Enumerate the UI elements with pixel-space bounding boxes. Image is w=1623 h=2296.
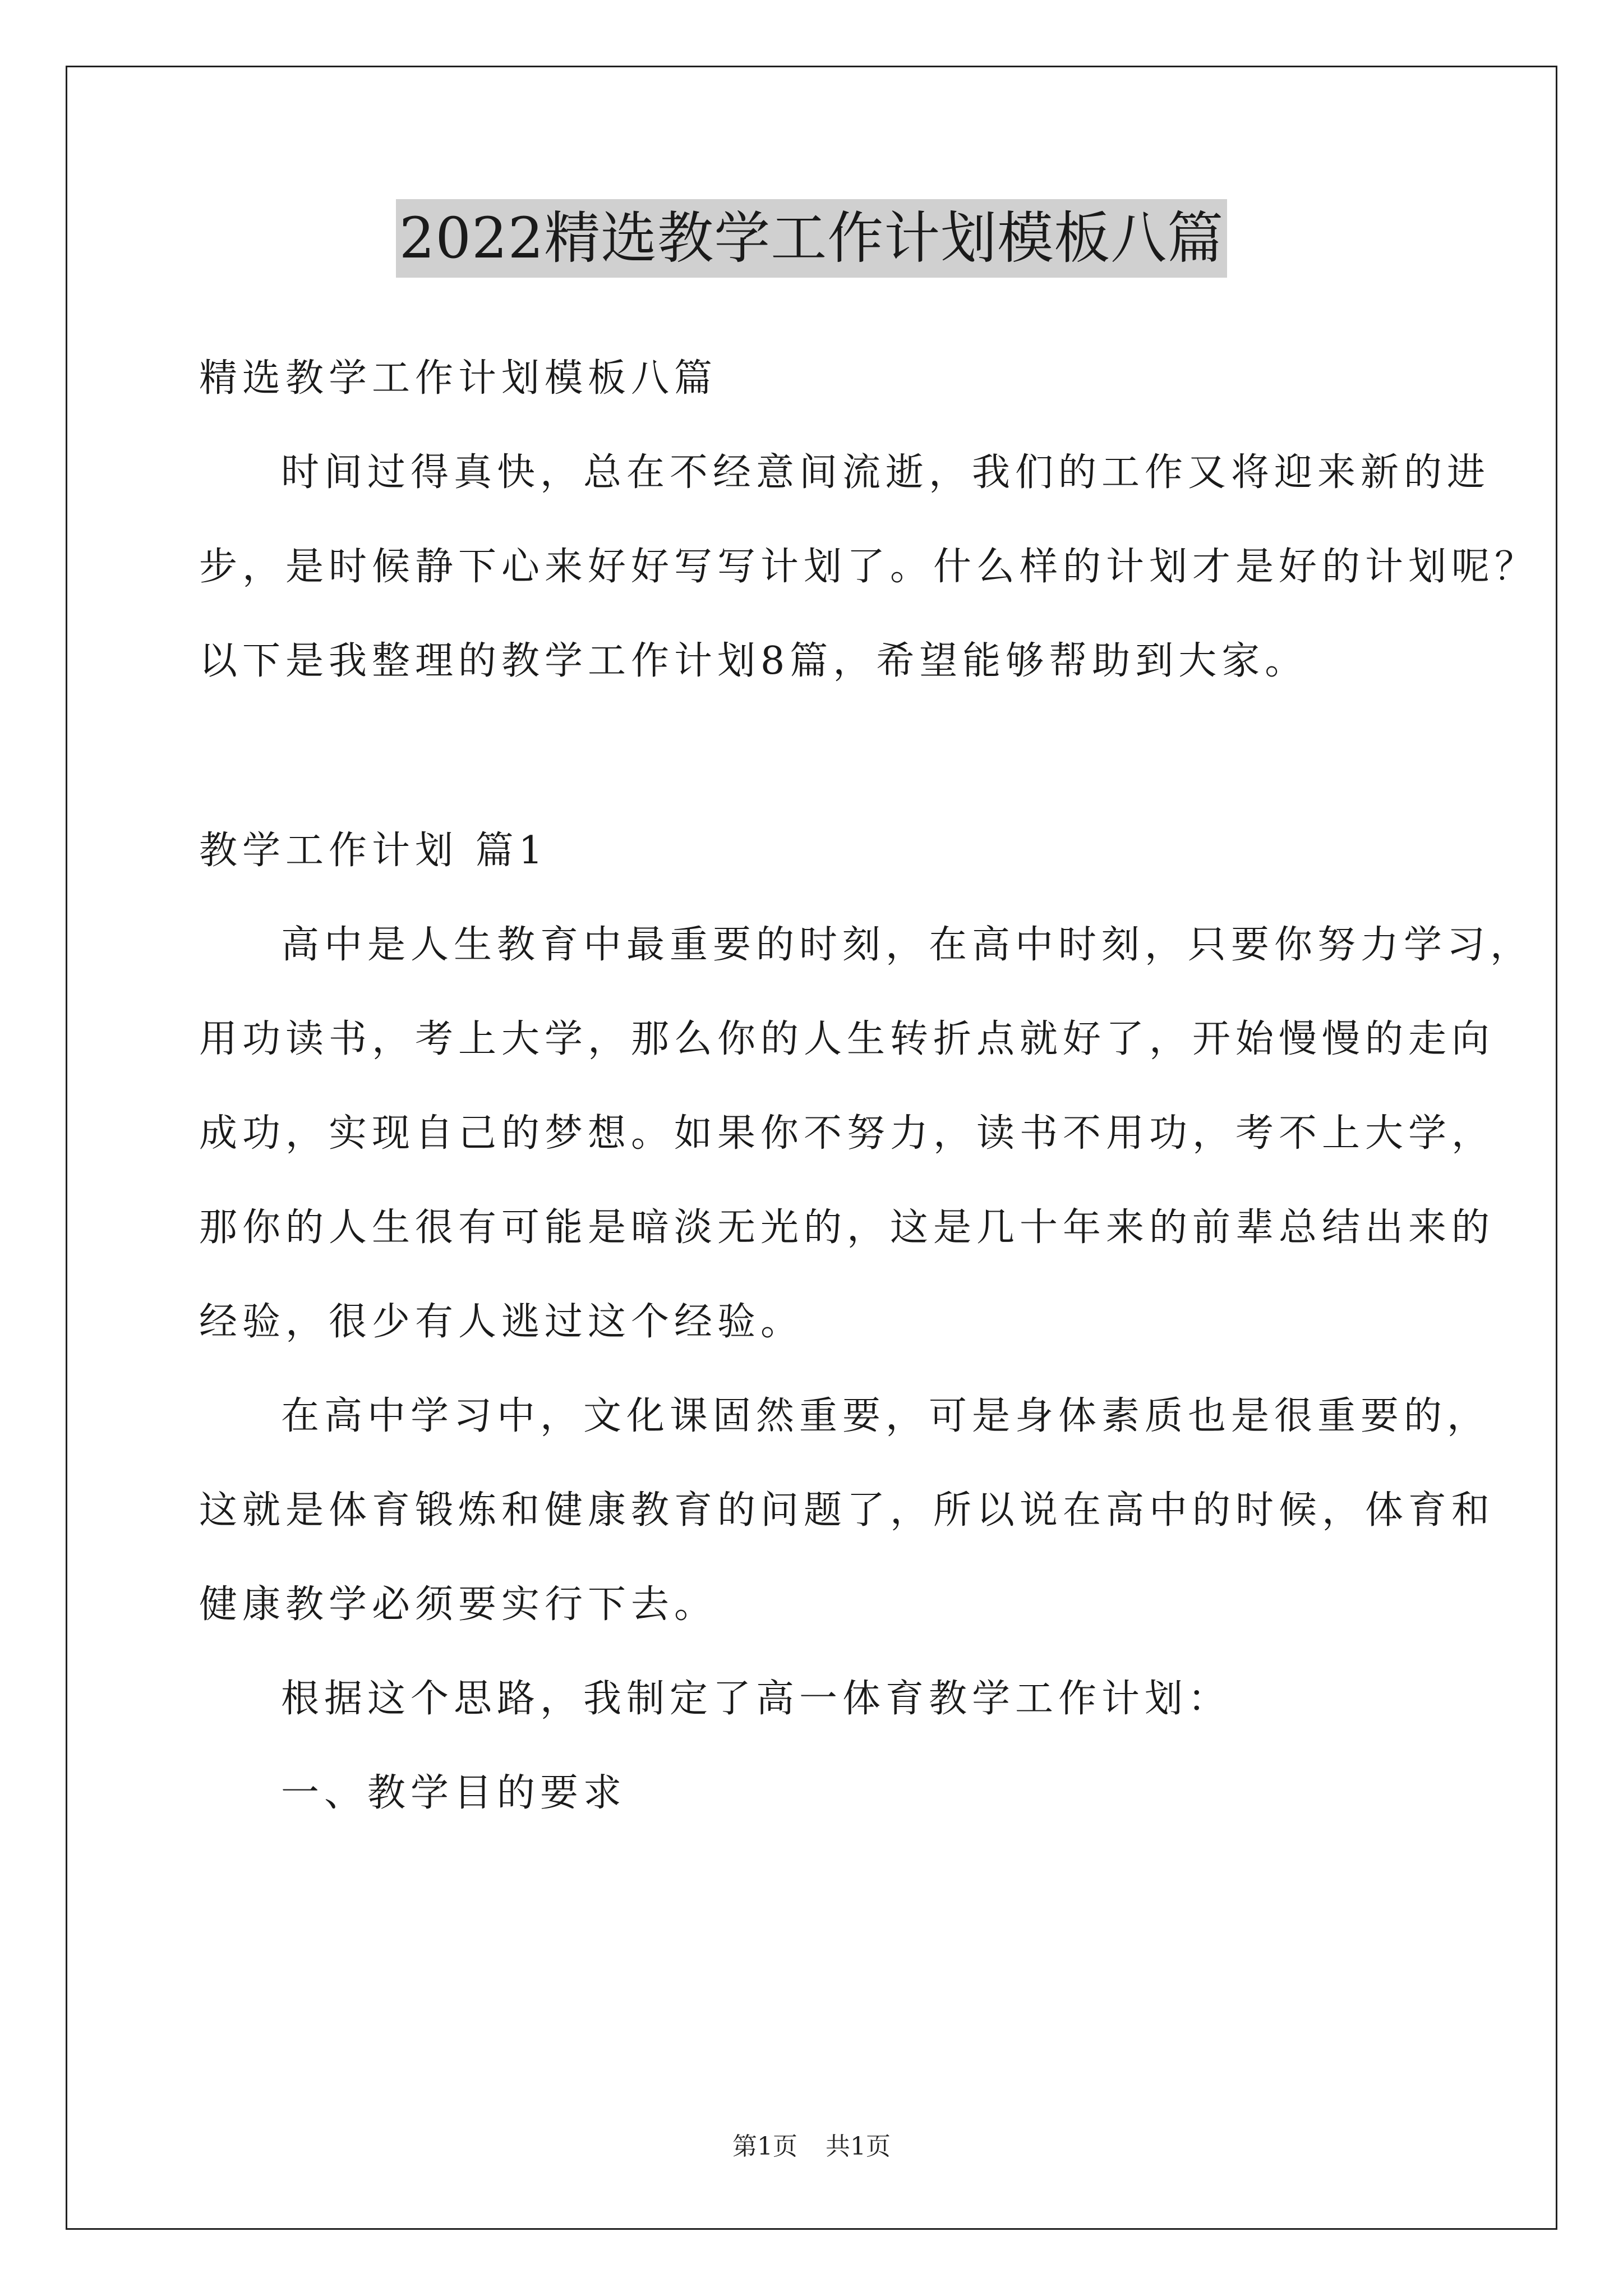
paragraph-line: 高中是人生教育中最重要的时刻，在高中时刻，只要你努力学习， [281,923,1534,967]
section-heading: 教学工作计划 篇1 [199,829,548,873]
list-heading: 一、教学目的要求 [281,1771,627,1815]
page-number: 第1页 [732,2132,797,2161]
paragraph-line: 时间过得真快，总在不经意间流逝，我们的工作又将迎来新的进 [281,450,1491,495]
title-container [0,199,1623,278]
document-body [199,348,1538,1857]
section-gap [199,725,1461,820]
paragraph-line: 经验，很少有人逃过这个经验。 [199,1300,804,1344]
paragraph-line: 成功，实现自己的梦想。如果你不努力，读书不用功，考不上大学， [199,1111,1495,1156]
paragraph-line: 步，是时候静下心来好好写写计划了。什么样的计划才是好的计划呢？ [199,545,1538,589]
paragraph-line: 以下是我整理的教学工作计划8篇，希望能够帮助到大家。 [199,639,1308,683]
paragraph-line: 这就是体育锻炼和健康教育的问题了，所以说在高中的时候，体育和 [199,1488,1495,1533]
paragraph-line: 根据这个思路，我制定了高一体育教学工作计划： [281,1677,1232,1721]
paragraph-line: 那你的人生很有可能是暗淡无光的，这是几十年来的前辈总结出来的 [199,1205,1495,1250]
subtitle-line: 精选教学工作计划模板八篇 [199,356,718,401]
paragraph-line: 在高中学习中，文化课固然重要，可是身体素质也是很重要的， [281,1394,1491,1438]
document-title: 2022精选教学工作计划模板八篇 [396,199,1228,278]
page-total: 共1页 [826,2132,891,2161]
paragraph-line: 健康教学必须要实行下去。 [199,1582,718,1627]
page-footer [0,2126,1623,2162]
paragraph-line: 用功读书，考上大学，那么你的人生转折点就好了，开始慢慢的走向 [199,1017,1495,1061]
